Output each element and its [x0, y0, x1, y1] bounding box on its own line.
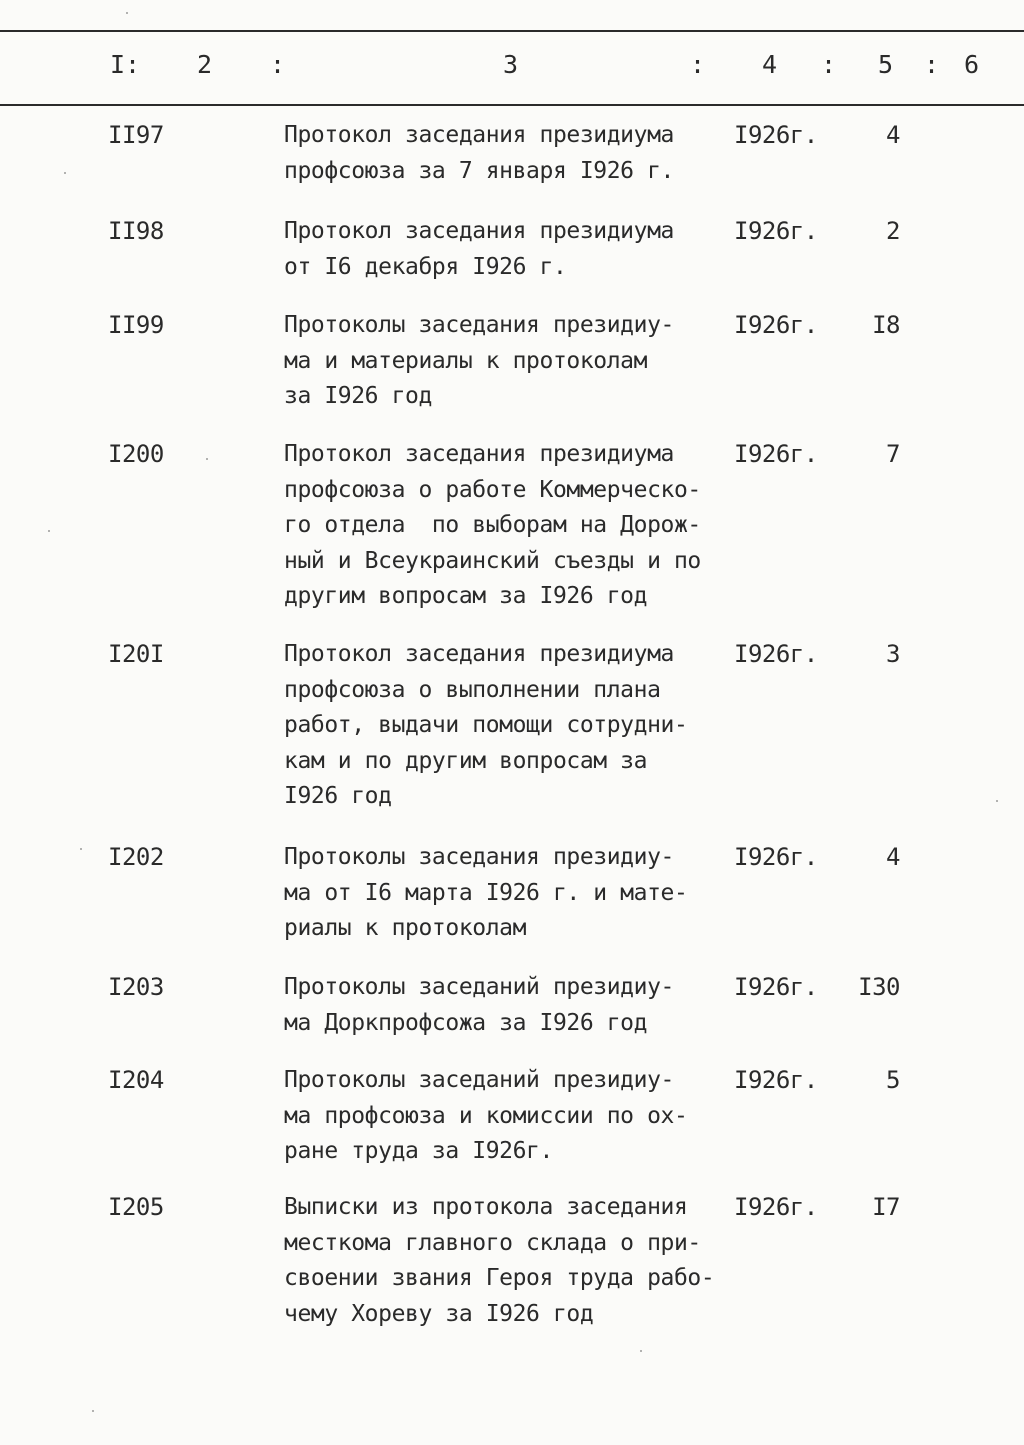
header-separator: : — [821, 50, 837, 79]
entry-title-line: I926 год — [284, 783, 392, 809]
entry-title-line: Протоколы заседаний президиу- — [284, 1067, 674, 1093]
entry-title-line: Протоколы заседания президиу- — [284, 844, 674, 870]
entry-title-line: профсоюза о выполнении плана — [284, 676, 661, 703]
entry-title-line: Протокол заседания президиума — [284, 641, 674, 667]
header-col-2: 2 — [197, 50, 213, 79]
entry-title-line: го отдела по выборам на Дорож- — [284, 512, 701, 538]
entry-title-line: месткома главного склада о при- — [284, 1229, 701, 1256]
header-separator: : — [270, 50, 286, 79]
entry-title-line: своении звания Героя труда рабо- — [284, 1265, 715, 1291]
entry-title-line: профсоюза за 7 января I926 г. — [284, 157, 674, 184]
header-top-rule — [0, 30, 1024, 32]
entry-title — [284, 1190, 744, 1332]
entry-title-line: Протокол заседания президиума — [284, 122, 674, 148]
entry-title-line: ма и материалы к протоколам — [284, 347, 648, 374]
entry-number: II97 — [108, 121, 164, 149]
entry-sheet-count: I30 — [858, 973, 900, 1001]
entry-sheet-count: 5 — [886, 1066, 900, 1094]
entry-title-line: ный и Всеукраинский съезды и по — [284, 547, 701, 574]
entry-sheet-count: 7 — [886, 440, 900, 468]
entry-title — [284, 437, 744, 615]
header-col-3: 3 — [503, 50, 519, 79]
header-bottom-rule — [0, 104, 1024, 106]
entry-title-line: риалы к протоколам — [284, 915, 527, 941]
entry-sheet-count: 3 — [886, 640, 900, 668]
entry-title-line: Протоколы заседания президиу- — [284, 312, 674, 338]
entry-date: I926г. — [734, 440, 818, 468]
entry-number: I204 — [108, 1066, 164, 1094]
entry-number: II98 — [108, 217, 164, 245]
entry-sheet-count: 2 — [886, 217, 900, 245]
header-separator: : — [690, 50, 706, 79]
entry-title — [284, 1063, 744, 1170]
header-separator: : — [924, 50, 940, 79]
entry-date: I926г. — [734, 311, 818, 339]
entry-title-line: от I6 декабря I926 г. — [284, 253, 567, 280]
scan-speck — [206, 458, 208, 460]
entry-title — [284, 308, 744, 415]
entry-title-line: Выписки из протокола заседания — [284, 1194, 688, 1220]
entry-number: I200 — [108, 440, 164, 468]
entry-title-line: Протокол заседания президиума — [284, 441, 674, 467]
entry-title-line: ма Доркпрофсожа за I926 год — [284, 1009, 648, 1036]
scan-speck — [126, 12, 128, 14]
entry-title-line: за I926 год — [284, 383, 432, 409]
entry-number: I202 — [108, 843, 164, 871]
entry-title — [284, 118, 744, 189]
entry-title — [284, 840, 744, 947]
entry-date: I926г. — [734, 1193, 818, 1221]
entry-title-line: другим вопросам за I926 год — [284, 583, 648, 609]
header-col-4: 4 — [762, 50, 778, 79]
entry-title-line: Протоколы заседаний президиу- — [284, 974, 674, 1000]
entry-title — [284, 637, 744, 815]
entry-number: II99 — [108, 311, 164, 339]
entry-sheet-count: 4 — [886, 843, 900, 871]
scan-speck — [996, 800, 998, 802]
entry-title-line: профсоюза о работе Коммерческо- — [284, 476, 701, 503]
header-col-1: I: — [110, 50, 141, 79]
scan-speck — [92, 1410, 94, 1412]
entry-title-line: Протокол заседания президиума — [284, 218, 674, 244]
entry-date: I926г. — [734, 217, 818, 245]
entry-title-line: работ, выдачи помощи сотрудни- — [284, 712, 688, 738]
entry-number: I205 — [108, 1193, 164, 1221]
entry-title-line: ма от I6 марта I926 г. и мате- — [284, 879, 688, 906]
scan-speck — [64, 172, 66, 174]
entry-title — [284, 214, 744, 285]
entry-date: I926г. — [734, 973, 818, 1001]
scan-speck — [80, 848, 82, 850]
entry-title — [284, 970, 744, 1041]
entry-sheet-count: 4 — [886, 121, 900, 149]
entry-title-line: кам и по другим вопросам за — [284, 747, 648, 774]
header-col-6: 6 — [964, 50, 980, 79]
entry-sheet-count: I8 — [872, 311, 900, 339]
entry-number: I203 — [108, 973, 164, 1001]
entry-sheet-count: I7 — [872, 1193, 900, 1221]
entry-title-line: чему Хореву за I926 год — [284, 1300, 594, 1327]
header-col-5: 5 — [878, 50, 894, 79]
entry-date: I926г. — [734, 1066, 818, 1094]
entry-date: I926г. — [734, 640, 818, 668]
entry-date: I926г. — [734, 121, 818, 149]
entry-title-line: ма профсоюза и комиссии по ох- — [284, 1102, 688, 1129]
entry-date: I926г. — [734, 843, 818, 871]
scan-speck — [48, 530, 50, 532]
entry-title-line: ране труда за I926г. — [284, 1138, 553, 1164]
scan-speck — [640, 1350, 642, 1352]
entry-number: I20I — [108, 640, 164, 668]
